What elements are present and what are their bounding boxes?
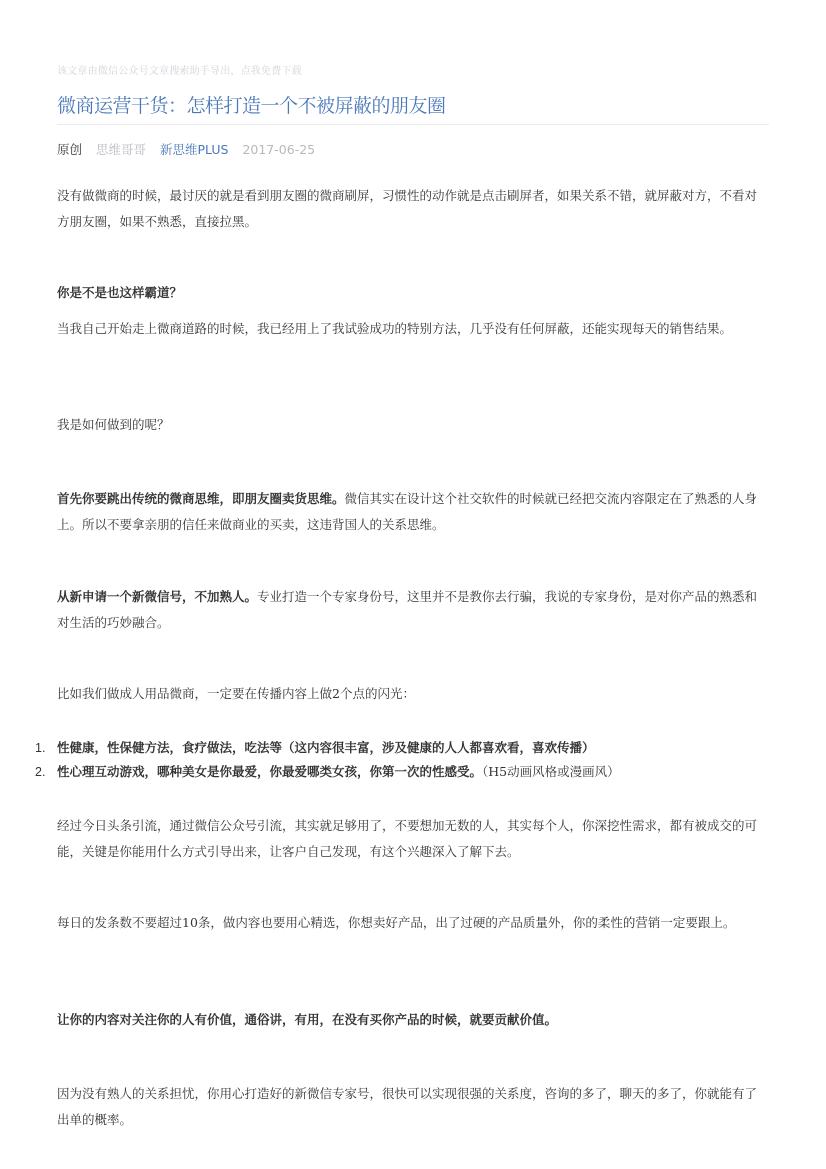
paragraph-4 [57, 486, 769, 538]
author-name: 思维哥哥 [96, 142, 147, 157]
title-divider [57, 124, 769, 125]
article-meta [57, 140, 325, 158]
list-number: 1. [35, 741, 46, 755]
list-item [35, 736, 769, 760]
section-heading: 你是不是也这样霸道？ [57, 285, 183, 300]
original-label: 原创 [57, 142, 83, 157]
paragraph-4-lead: 首先你要跳出传统的微商思维，即朋友圈卖货思维。 [57, 491, 345, 506]
paragraph-4-text: 微信其实在设计这个社交软件的时候就已经把交流内容限定在了熟悉的人身上。所以不要拿亲朋的信任来做商业的买卖，这违背国人的关系思维。 [57, 491, 758, 532]
list-item-bold: 性心理互动游戏，哪种美女是你最爱，你最爱哪类女孩，你第一次的性感受。 [57, 764, 483, 779]
paragraph-6: 比如我们做成人用品微商，一定要在传播内容上做2个点的闪光： [57, 686, 415, 701]
paragraph-9: 让你的内容对关注你的人有价值，通俗讲，有用，在没有买你产品的时候，就要贡献价值。 [57, 1012, 558, 1027]
account-link[interactable]: 新思维PLUS [160, 142, 229, 157]
paragraph-1: 没有做微商的时候，最讨厌的就是看到朋友圈的微商刷屏，习惯性的动作就是点击刷屏者，如果关系不错，就屏蔽对方，不看对方朋友圈，如果不熟悉，直接拉黑。 [57, 188, 758, 229]
paragraph-3: 我是如何做到的呢？ [57, 417, 170, 432]
list-item-text: （H5动画风格或漫画风） [482, 764, 620, 779]
paragraph-5-text: 专业打造一个专家身份号，这里并不是教你去行骗，我说的专家身份，是对你产品的熟悉和对生活的巧妙融合。 [57, 589, 758, 630]
paragraph-5 [57, 584, 769, 636]
paragraph-10: 因为没有熟人的关系担忧，你用心打造好的新微信专家号，很快可以实现很强的关系度，咨询的多了，聊天的多了，你就能有了出单的概率。 [57, 1086, 758, 1127]
paragraph-2: 当我自己开始走上微商道路的时候，我已经用上了我试验成功的特别方法，几乎没有任何屏蔽，还能实现每天的销售结果。 [57, 321, 733, 336]
paragraph-7: 经过今日头条引流，通过微信公众号引流，其实就足够用了，不要想加无数的人，其实每个人，你深挖性需求，都有被成交的可能，关键是你能用什么方式引导出来，让客户自己发现，有这个兴趣深入了解下去。 [57, 818, 758, 859]
list-number: 2. [35, 765, 46, 779]
highlight-list [35, 736, 769, 784]
paragraph-8: 每日的发条数不要超过10条，做内容也要用心精选，你想卖好产品，出了过硬的产品质量外，你的柔性的营销一定要跟上。 [57, 915, 736, 930]
article-title: 微商运营干货：怎样打造一个不被屏蔽的朋友圈 [57, 95, 446, 117]
list-item-bold: 性健康，性保健方法，食疗做法，吃法等（这内容很丰富，涉及健康的人人都喜欢看，喜欢传播） [57, 740, 595, 755]
paragraph-5-lead: 从新申请一个新微信号，不加熟人。 [57, 589, 258, 604]
publish-date: 2017-06-25 [242, 142, 316, 157]
list-item [35, 760, 769, 784]
export-notice-link[interactable]: 该文章由微信公众号文章搜索助手导出，点我免费下载 [57, 66, 302, 77]
